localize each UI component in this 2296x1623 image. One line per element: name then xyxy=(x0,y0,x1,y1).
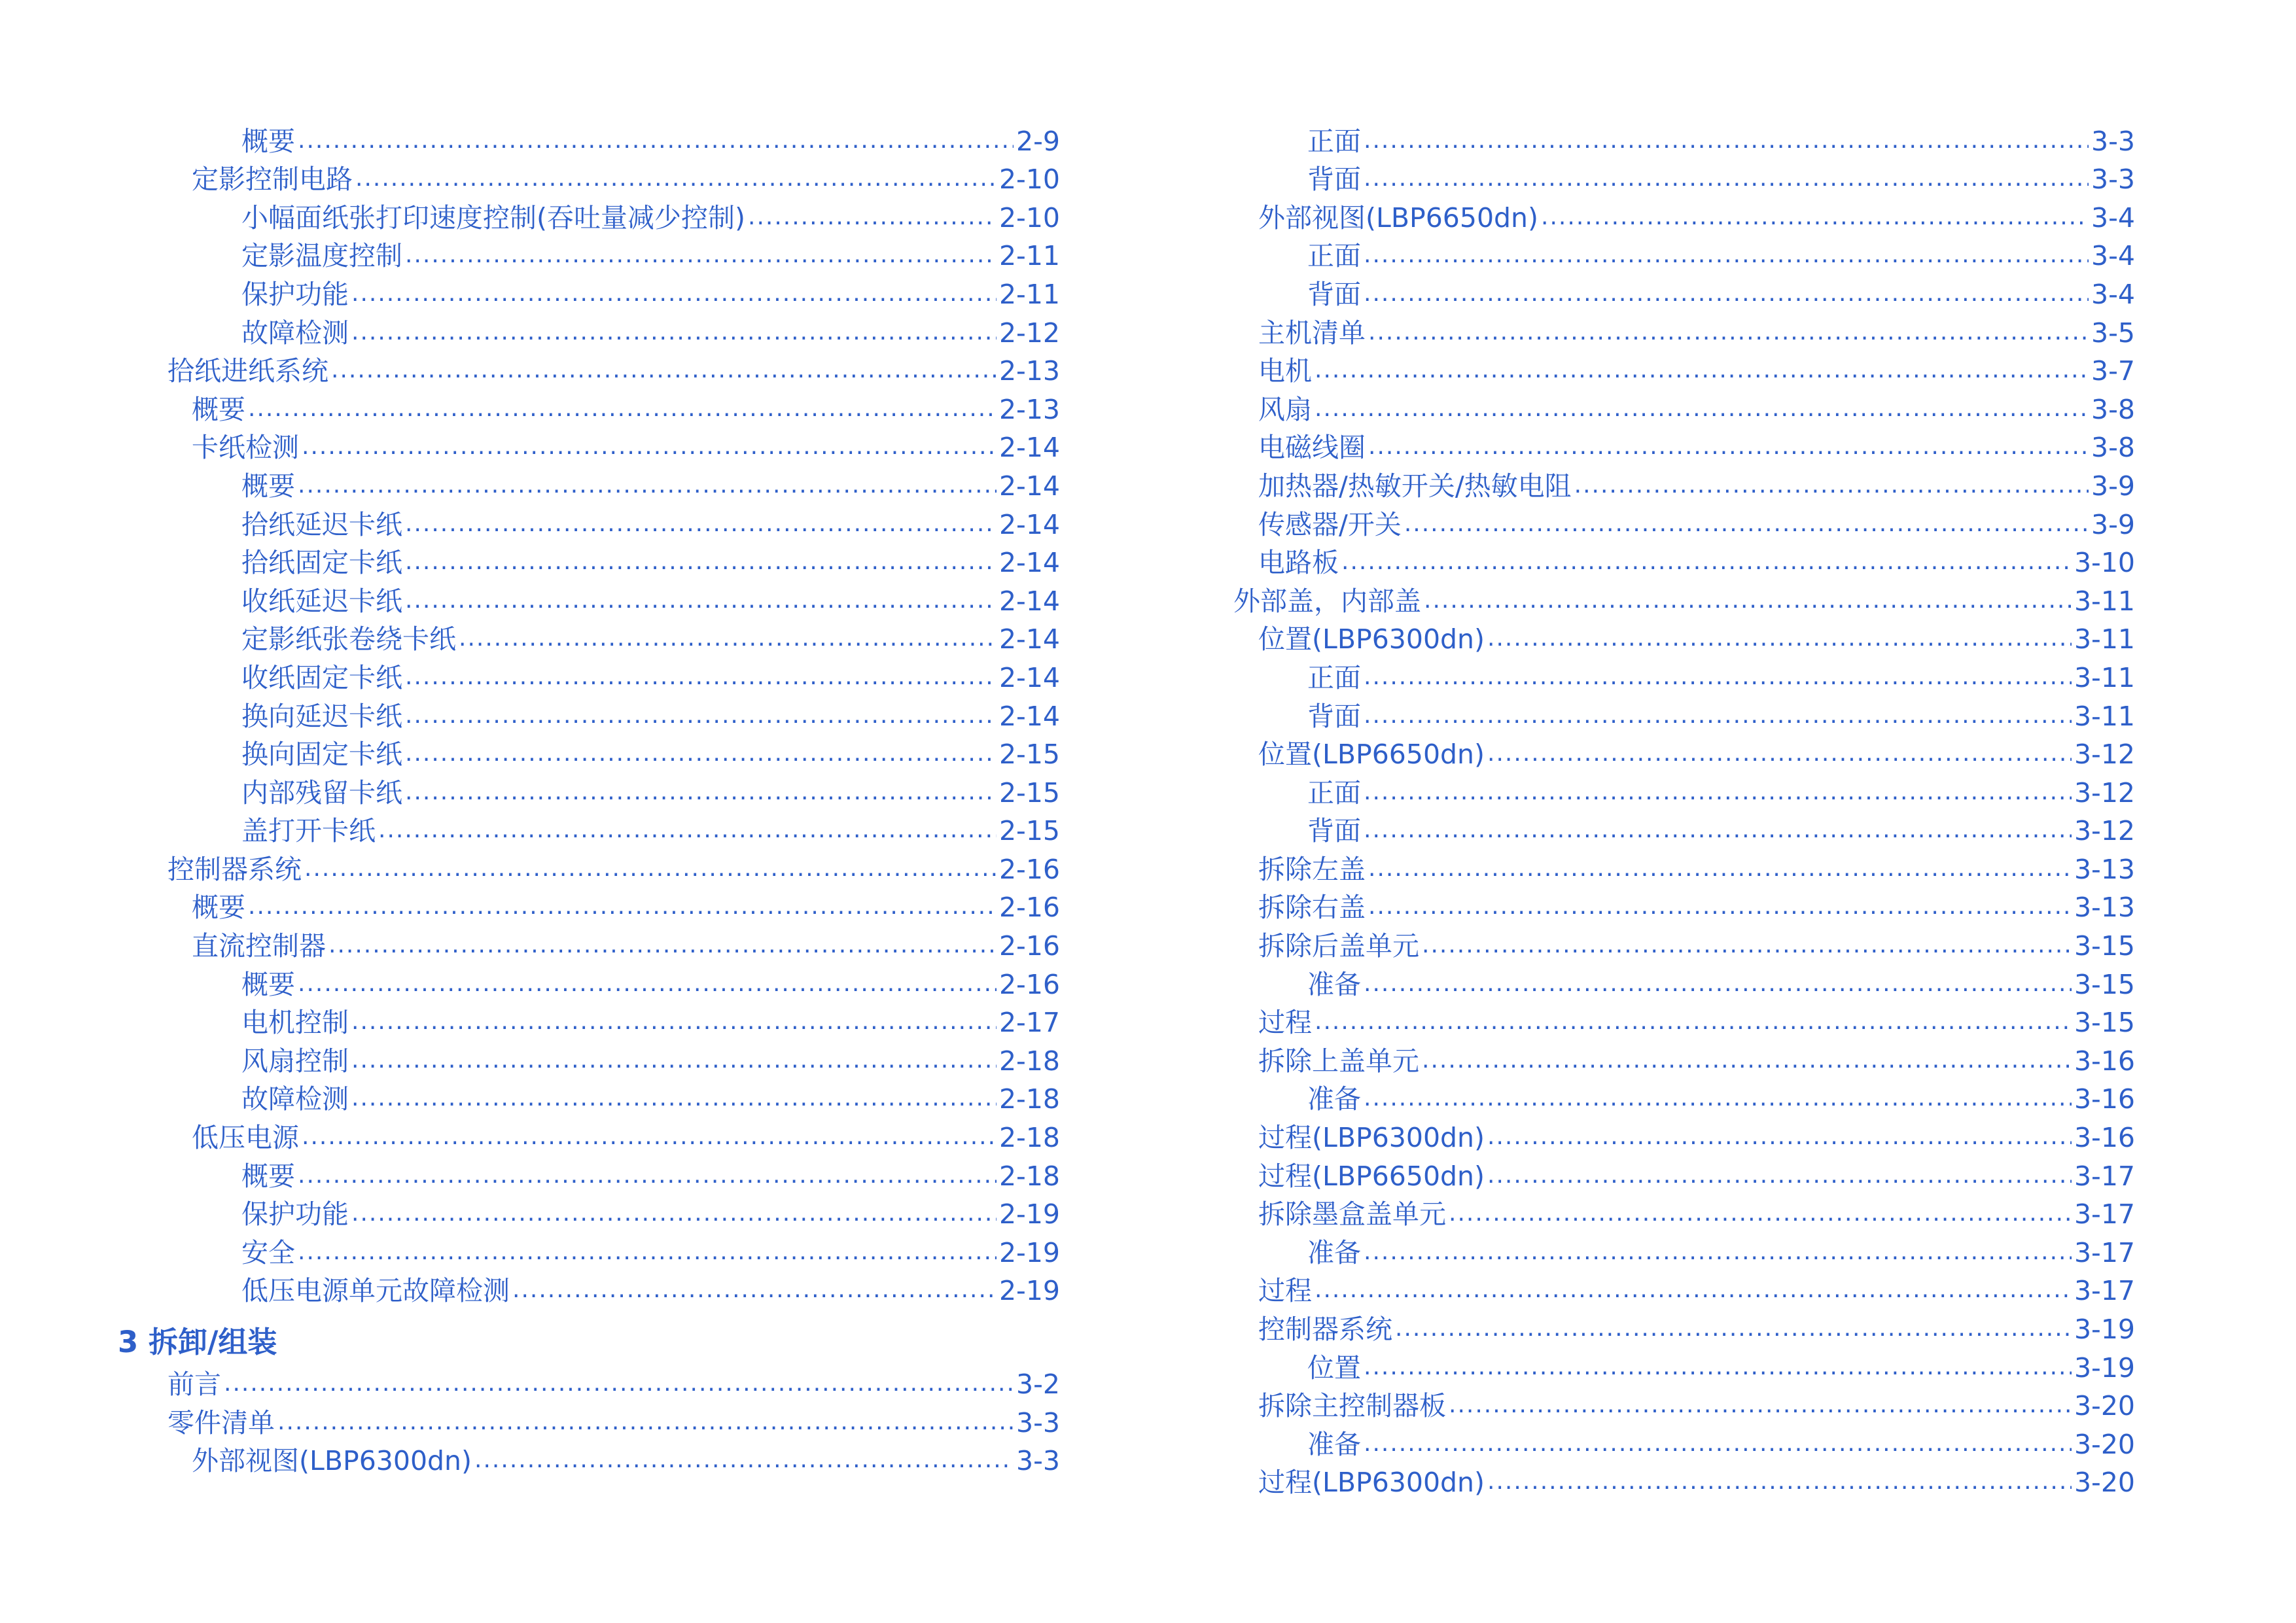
toc-entry-title: 准备 xyxy=(1307,1428,1361,1460)
toc-entry[interactable] xyxy=(118,576,1060,615)
toc-entry-title: 保护功能 xyxy=(241,1198,349,1230)
toc-entry[interactable] xyxy=(1233,1190,2135,1229)
toc-entry-title: 拆除墨盒盖单元 xyxy=(1258,1198,1446,1230)
toc-page-number: 3-12 xyxy=(2074,815,2135,847)
toc-page-number: 2-13 xyxy=(998,393,1060,425)
toc-page-number: 2-16 xyxy=(998,930,1060,962)
toc-page-number: 3-3 xyxy=(2091,125,2135,157)
toc-entry-title: 准备 xyxy=(1307,968,1361,1000)
toc-leader-dots xyxy=(1364,818,2072,845)
toc-leader-dots xyxy=(1364,704,2072,730)
toc-entry-title: 过程(LBP6650dn) xyxy=(1258,1160,1485,1192)
toc-leader-dots xyxy=(512,1278,997,1304)
toc-leader-dots xyxy=(1487,1164,2072,1190)
toc-page-number: 3-16 xyxy=(2074,1083,2135,1115)
toc-entry[interactable] xyxy=(118,921,1060,960)
toc-page-number: 3-15 xyxy=(2074,930,2135,962)
toc-entry-title: 位置(LBP6650dn) xyxy=(1258,739,1485,771)
toc-entry-title: 小幅面纸张打印速度控制(吞吐量减少控制) xyxy=(241,201,745,234)
toc-page-number: 2-15 xyxy=(998,739,1060,771)
toc-page-number: 3-16 xyxy=(2074,1122,2135,1154)
toc-leader-dots xyxy=(405,243,997,270)
toc-page-number: 2-14 xyxy=(998,661,1060,693)
toc-page-number: 3-13 xyxy=(2074,892,2135,924)
toc-leader-dots xyxy=(459,627,997,653)
toc-leader-dots xyxy=(351,1049,997,1075)
toc-entry-title: 拆除后盖单元 xyxy=(1258,930,1419,962)
toc-leader-dots xyxy=(405,589,997,615)
toc-entry[interactable] xyxy=(118,1151,1060,1190)
toc-page-number: 3-20 xyxy=(2074,1390,2135,1422)
toc-entry-title: 换向延迟卡纸 xyxy=(241,700,402,732)
toc-page-number: 3-19 xyxy=(2074,1314,2135,1345)
toc-entry-title: 概要 xyxy=(192,393,245,425)
toc-entry-title: 背面 xyxy=(1307,815,1361,847)
toc-leader-dots xyxy=(224,1372,1014,1398)
toc-entry-title: 外部盖，内部盖 xyxy=(1233,585,1421,617)
toc-leader-dots xyxy=(351,282,997,308)
toc-entry-title: 位置 xyxy=(1307,1352,1361,1384)
toc-leader-dots xyxy=(1364,665,2072,691)
toc-entry[interactable] xyxy=(1233,998,2135,1037)
toc-entry-title: 拆除上盖单元 xyxy=(1258,1045,1419,1077)
toc-page-number: 3-7 xyxy=(2091,355,2135,387)
toc-entry[interactable] xyxy=(118,1075,1060,1113)
toc-leader-dots xyxy=(298,1240,997,1266)
toc-leader-dots xyxy=(298,1164,997,1190)
toc-entry[interactable] xyxy=(118,232,1060,270)
toc-entry[interactable] xyxy=(1233,308,2135,347)
toc-leader-dots xyxy=(405,512,997,538)
toc-leader-dots xyxy=(351,1087,997,1113)
toc-page-number: 3-12 xyxy=(2074,739,2135,771)
toc-entry[interactable] xyxy=(1233,691,2135,730)
toc-leader-dots xyxy=(1395,1317,2072,1343)
toc-page-number: 2-10 xyxy=(998,164,1060,196)
toc-entry[interactable] xyxy=(1233,653,2135,691)
toc-entry-title: 收纸固定卡纸 xyxy=(241,661,402,693)
toc-entry-title: 低压电源 xyxy=(192,1122,299,1154)
toc-entry[interactable] xyxy=(1233,1075,2135,1113)
toc-page-number: 3-11 xyxy=(2074,585,2135,617)
toc-entry[interactable] xyxy=(118,500,1060,538)
toc-leader-dots xyxy=(1368,857,2072,883)
toc-page-number: 3-13 xyxy=(2074,853,2135,885)
toc-leader-dots xyxy=(748,205,997,232)
toc-leader-dots xyxy=(248,895,997,921)
toc-entry[interactable] xyxy=(1233,155,2135,194)
toc-page-number: 3-3 xyxy=(2091,164,2135,196)
toc-leader-dots xyxy=(1422,934,2072,960)
toc-entry-title: 准备 xyxy=(1307,1083,1361,1115)
toc-entry-title: 内部残留卡纸 xyxy=(241,777,402,809)
toc-leader-dots xyxy=(248,397,997,423)
toc-entry[interactable] xyxy=(1233,576,2135,615)
toc-page-number: 3-17 xyxy=(2074,1275,2135,1307)
toc-entry[interactable] xyxy=(1233,461,2135,500)
toc-entry[interactable] xyxy=(118,1359,1060,1398)
toc-leader-dots xyxy=(405,742,997,768)
toc-leader-dots xyxy=(1315,397,2089,423)
toc-entry-title: 定影纸张卷绕卡纸 xyxy=(241,623,456,655)
toc-leader-dots xyxy=(474,1448,1014,1475)
toc-entry-title: 概要 xyxy=(241,1160,295,1192)
toc-entry-title: 正面 xyxy=(1307,125,1361,157)
toc-entry[interactable] xyxy=(1233,116,2135,155)
toc-entry-title: 直流控制器 xyxy=(192,930,326,962)
toc-leader-dots xyxy=(1315,358,2089,385)
toc-leader-dots xyxy=(405,704,997,730)
toc-leader-dots xyxy=(405,550,997,576)
toc-leader-dots xyxy=(405,665,997,691)
toc-entry[interactable] xyxy=(1233,1420,2135,1458)
toc-page-number: 2-12 xyxy=(998,317,1060,349)
toc-page-number: 2-14 xyxy=(998,700,1060,732)
toc-entry-title: 过程 xyxy=(1258,1007,1312,1039)
toc-entry[interactable] xyxy=(118,768,1060,807)
toc-entry[interactable] xyxy=(118,538,1060,577)
toc-page-number: 2-13 xyxy=(998,355,1060,387)
toc-entry[interactable] xyxy=(118,1190,1060,1229)
toc-entry-title: 外部视图(LBP6300dn) xyxy=(192,1445,472,1477)
toc-entry-title: 收纸延迟卡纸 xyxy=(241,585,402,617)
toc-entry[interactable] xyxy=(1233,845,2135,883)
toc-page-number: 3-12 xyxy=(2074,777,2135,809)
toc-leader-dots xyxy=(1364,972,2072,998)
toc-entry-title: 电机 xyxy=(1258,355,1312,387)
toc-page-number: 2-18 xyxy=(998,1122,1060,1154)
toc-page-number: 2-18 xyxy=(998,1045,1060,1077)
toc-entry[interactable] xyxy=(118,155,1060,194)
toc-entry-title: 拾纸进纸系统 xyxy=(168,355,328,387)
toc-entry-title: 故障检测 xyxy=(241,317,349,349)
toc-leader-dots xyxy=(1364,282,2089,308)
toc-entry[interactable] xyxy=(118,1036,1060,1075)
toc-entry-title: 位置(LBP6300dn) xyxy=(1258,623,1485,655)
toc-leader-dots xyxy=(277,1410,1014,1437)
toc-page-number: 3-2 xyxy=(1016,1369,1060,1400)
toc-entry[interactable] xyxy=(1233,347,2135,385)
toc-page-number: 3-9 xyxy=(2091,508,2135,540)
toc-page-number: 2-10 xyxy=(998,201,1060,234)
toc-entry-title: 正面 xyxy=(1307,777,1361,809)
toc-entry[interactable] xyxy=(1233,385,2135,423)
toc-entry[interactable] xyxy=(1233,538,2135,577)
toc-entry[interactable] xyxy=(1233,423,2135,462)
toc-entry[interactable] xyxy=(1233,615,2135,654)
toc-entry[interactable] xyxy=(1233,960,2135,998)
toc-leader-dots xyxy=(298,474,997,500)
toc-leader-dots xyxy=(1364,1087,2072,1113)
toc-entry-title: 盖打开卡纸 xyxy=(241,815,376,847)
toc-page-number: 2-19 xyxy=(998,1198,1060,1230)
toc-page-number: 2-14 xyxy=(998,508,1060,540)
toc-entry-title: 背面 xyxy=(1307,700,1361,732)
toc-entry-title: 风扇 xyxy=(1258,393,1312,425)
toc-entry[interactable] xyxy=(118,653,1060,691)
toc-entry-title: 加热器/热敏开关/热敏电阻 xyxy=(1258,470,1572,502)
toc-entry-title: 卡纸检测 xyxy=(192,432,299,464)
toc-entry-title: 定影控制电路 xyxy=(192,164,353,196)
toc-entry-title: 拆除主控制器板 xyxy=(1258,1390,1446,1422)
toc-entry-title: 拆除右盖 xyxy=(1258,892,1366,924)
toc-entry-title: 主机清单 xyxy=(1258,317,1366,349)
toc-entry[interactable] xyxy=(1233,921,2135,960)
toc-section-heading[interactable] xyxy=(118,1304,1060,1359)
toc-entry[interactable] xyxy=(1233,1266,2135,1305)
toc-entry-title: 电磁线圈 xyxy=(1258,432,1366,464)
toc-leader-dots xyxy=(355,167,997,193)
toc-entry-title: 风扇控制 xyxy=(241,1045,349,1077)
toc-leader-dots xyxy=(351,1010,997,1036)
toc-entry[interactable] xyxy=(118,116,1060,155)
toc-leader-dots xyxy=(1487,627,2072,653)
toc-entry[interactable] xyxy=(118,845,1060,883)
toc-right-column xyxy=(1233,116,2135,1499)
toc-leader-dots xyxy=(1487,1125,2072,1151)
toc-entry-title: 正面 xyxy=(1307,240,1361,272)
toc-entry-title: 拾纸固定卡纸 xyxy=(241,547,402,579)
toc-leader-dots xyxy=(351,1202,997,1228)
toc-leader-dots xyxy=(1487,742,2072,768)
toc-leader-dots xyxy=(1364,167,2089,193)
toc-entry-title: 零件清单 xyxy=(168,1406,275,1439)
toc-entry[interactable] xyxy=(118,807,1060,845)
toc-page-number: 3-15 xyxy=(2074,968,2135,1000)
toc-entry[interactable] xyxy=(1233,883,2135,922)
toc-page-number: 3-17 xyxy=(2074,1160,2135,1192)
toc-entry[interactable] xyxy=(118,1398,1060,1437)
toc-entry[interactable] xyxy=(118,883,1060,922)
toc-page-number: 2-14 xyxy=(998,432,1060,464)
toc-page-number: 2-16 xyxy=(998,968,1060,1000)
toc-page-number: 3-17 xyxy=(2074,1198,2135,1230)
toc-leader-dots xyxy=(328,934,997,960)
toc-entry-title: 概要 xyxy=(241,470,295,502)
toc-page-number: 2-19 xyxy=(998,1275,1060,1307)
toc-entry[interactable] xyxy=(118,193,1060,232)
toc-entry[interactable] xyxy=(118,1266,1060,1305)
toc-page-number: 2-19 xyxy=(998,1236,1060,1268)
toc-page-number: 2-15 xyxy=(998,777,1060,809)
toc-page-number: 3-15 xyxy=(2074,1007,2135,1039)
toc-leader-dots xyxy=(298,129,1014,155)
toc-leader-dots xyxy=(298,972,997,998)
toc-page-number: 2-17 xyxy=(998,1007,1060,1039)
toc-page-number: 3-20 xyxy=(2074,1428,2135,1460)
toc-entry[interactable] xyxy=(1233,270,2135,308)
toc-leader-dots xyxy=(405,780,997,807)
toc-leader-dots xyxy=(302,1125,997,1151)
toc-page-number: 2-16 xyxy=(998,853,1060,885)
toc-entry[interactable] xyxy=(118,1437,1060,1475)
toc-page-number: 2-18 xyxy=(998,1160,1060,1192)
toc-entry[interactable] xyxy=(1233,1228,2135,1266)
toc-entry[interactable] xyxy=(118,270,1060,308)
toc-entry[interactable] xyxy=(118,461,1060,500)
toc-leader-dots xyxy=(1368,435,2089,461)
toc-page-number: 2-18 xyxy=(998,1083,1060,1115)
toc-entry[interactable] xyxy=(1233,1343,2135,1382)
toc-entry-title: 过程 xyxy=(1258,1275,1312,1307)
toc-leader-dots xyxy=(1364,243,2089,270)
toc-leader-dots xyxy=(302,435,997,461)
toc-page-number: 2-9 xyxy=(1016,125,1060,157)
toc-entry[interactable] xyxy=(1233,193,2135,232)
toc-leader-dots xyxy=(378,818,997,845)
toc-leader-dots xyxy=(1315,1010,2072,1036)
toc-page-number: 3-3 xyxy=(1016,1445,1060,1477)
toc-entry-title: 安全 xyxy=(241,1236,295,1268)
toc-leader-dots xyxy=(1368,321,2089,347)
toc-leader-dots xyxy=(1404,512,2089,538)
toc-leader-dots xyxy=(1449,1202,2072,1228)
toc-entry[interactable] xyxy=(118,1113,1060,1154)
toc-entry[interactable] xyxy=(1233,1382,2135,1420)
toc-leader-dots xyxy=(1422,1049,2072,1075)
toc-entry[interactable] xyxy=(118,615,1060,654)
toc-entry[interactable] xyxy=(118,308,1060,347)
toc-entry-title: 前言 xyxy=(168,1369,221,1400)
toc-entry-title: 3 拆卸/组装 xyxy=(118,1325,277,1360)
toc-entry[interactable] xyxy=(1233,730,2135,769)
toc-entry[interactable] xyxy=(118,691,1060,730)
toc-entry[interactable] xyxy=(1233,768,2135,807)
toc-page-number: 2-15 xyxy=(998,815,1060,847)
toc-entry-title: 背面 xyxy=(1307,278,1361,310)
toc-entry-title: 低压电源单元故障检测 xyxy=(241,1275,510,1307)
toc-entry[interactable] xyxy=(118,960,1060,998)
toc-page-number: 3-4 xyxy=(2091,201,2135,234)
toc-leader-dots xyxy=(1341,550,2072,576)
toc-entry-title: 拾纸延迟卡纸 xyxy=(241,508,402,540)
toc-leader-dots xyxy=(1364,1432,2072,1458)
toc-page-number: 2-16 xyxy=(998,892,1060,924)
toc-entry-title: 电路板 xyxy=(1258,547,1339,579)
toc-entry[interactable] xyxy=(1233,807,2135,845)
toc-page-number: 3-11 xyxy=(2074,661,2135,693)
toc-page-number: 3-19 xyxy=(2074,1352,2135,1384)
toc-page-number: 3-20 xyxy=(2074,1467,2135,1499)
toc-leader-dots xyxy=(1368,895,2072,921)
toc-entry-title: 故障检测 xyxy=(241,1083,349,1115)
toc-entry-title: 背面 xyxy=(1307,164,1361,196)
toc-entry-title: 定影温度控制 xyxy=(241,240,402,272)
toc-leader-dots xyxy=(351,321,997,347)
toc-entry[interactable] xyxy=(118,998,1060,1037)
toc-entry[interactable] xyxy=(118,1228,1060,1266)
toc-entry-title: 传感器/开关 xyxy=(1258,508,1402,540)
toc-left-column xyxy=(118,116,1060,1475)
toc-page-number: 3-8 xyxy=(2091,393,2135,425)
toc-page-number: 2-14 xyxy=(998,547,1060,579)
toc-page-number: 2-14 xyxy=(998,585,1060,617)
toc-page-number: 2-11 xyxy=(998,278,1060,310)
toc-page-number: 3-11 xyxy=(2074,700,2135,732)
toc-leader-dots xyxy=(1315,1278,2072,1304)
toc-leader-dots xyxy=(1364,1240,2072,1266)
toc-entry[interactable] xyxy=(1233,1458,2135,1497)
toc-entry[interactable] xyxy=(118,423,1060,462)
toc-leader-dots xyxy=(1364,129,2089,155)
toc-entry[interactable] xyxy=(1233,1151,2135,1190)
toc-page-number: 3-16 xyxy=(2074,1045,2135,1077)
toc-entry[interactable] xyxy=(118,385,1060,423)
toc-entry-title: 过程(LBP6300dn) xyxy=(1258,1122,1485,1154)
toc-entry-title: 换向固定卡纸 xyxy=(241,739,402,771)
toc-entry-title: 电机控制 xyxy=(241,1007,349,1039)
toc-leader-dots xyxy=(1574,474,2089,500)
toc-entry[interactable] xyxy=(1233,1304,2135,1343)
toc-entry-title: 概要 xyxy=(241,968,295,1000)
toc-entry[interactable] xyxy=(1233,1036,2135,1075)
toc-page-number: 3-17 xyxy=(2074,1236,2135,1268)
toc-leader-dots xyxy=(304,857,997,883)
toc-entry[interactable] xyxy=(1233,500,2135,538)
toc-leader-dots xyxy=(1449,1393,2072,1420)
toc-page-number: 2-14 xyxy=(998,623,1060,655)
toc-entry-title: 概要 xyxy=(192,892,245,924)
toc-page-number: 3-9 xyxy=(2091,470,2135,502)
toc-page-number: 2-14 xyxy=(998,470,1060,502)
toc-entry-title: 概要 xyxy=(241,125,295,157)
toc-entry-title: 正面 xyxy=(1307,661,1361,693)
toc-leader-dots xyxy=(1364,1355,2072,1382)
toc-page-number: 3-4 xyxy=(2091,278,2135,310)
toc-leader-dots xyxy=(1541,205,2089,232)
toc-entry[interactable] xyxy=(1233,1113,2135,1154)
toc-page-number: 3-5 xyxy=(2091,317,2135,349)
toc-page-number: 2-11 xyxy=(998,240,1060,272)
toc-page-number: 3-4 xyxy=(2091,240,2135,272)
toc-page-number: 3-3 xyxy=(1016,1406,1060,1439)
toc-entry-title: 过程(LBP6300dn) xyxy=(1258,1467,1485,1499)
toc-entry-title: 控制器系统 xyxy=(1258,1314,1392,1345)
toc-page-number: 3-10 xyxy=(2074,547,2135,579)
toc-entry[interactable] xyxy=(118,347,1060,385)
toc-leader-dots xyxy=(331,358,997,385)
toc-entry-title: 准备 xyxy=(1307,1236,1361,1268)
toc-entry-title: 拆除左盖 xyxy=(1258,853,1366,885)
toc-entry-title: 外部视图(LBP6650dn) xyxy=(1258,201,1539,234)
toc-entry[interactable] xyxy=(118,730,1060,769)
toc-entry-title: 保护功能 xyxy=(241,278,349,310)
toc-page-number: 3-11 xyxy=(2074,623,2135,655)
toc-leader-dots xyxy=(1487,1470,2072,1496)
toc-leader-dots xyxy=(1424,589,2072,615)
toc-page-number: 3-8 xyxy=(2091,432,2135,464)
toc-leader-dots xyxy=(1364,780,2072,807)
toc-entry-title: 控制器系统 xyxy=(168,853,302,885)
toc-entry[interactable] xyxy=(1233,232,2135,270)
